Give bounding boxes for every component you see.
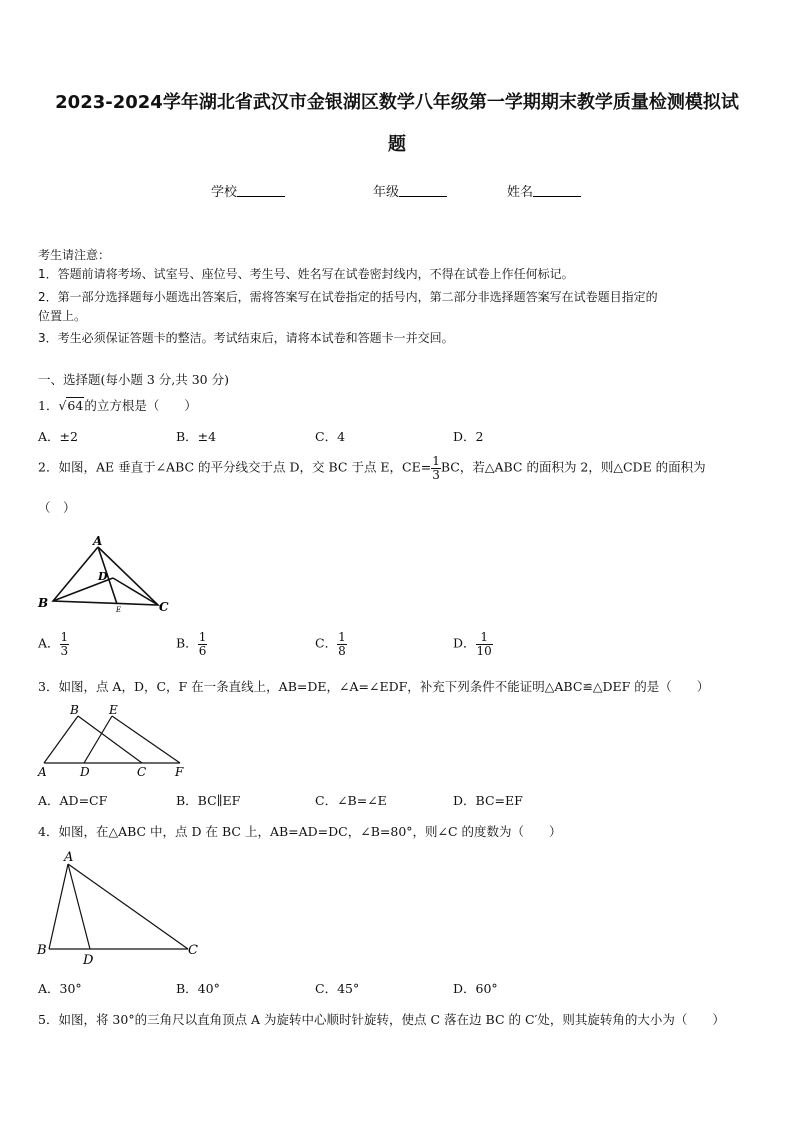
q2-option-c[interactable]: C． $\frac{1}{8}$ [315, 630, 346, 658]
name-blank[interactable] [533, 184, 581, 197]
q2-option-b[interactable]: B． $\frac{1}{6}$ [176, 630, 207, 658]
radicand: 64 [67, 398, 84, 413]
question-1: 1．√64的立方根是（ ） [38, 398, 197, 413]
q1-option-c[interactable]: C．4 [315, 429, 346, 444]
q3-label-f: F [175, 765, 184, 779]
sqrt-symbol: √ [58, 398, 67, 413]
q4-option-d[interactable]: D．60° [453, 981, 498, 996]
question-5: 5．如图，将 30°的三角尺以直角顶点 A 为旋转中心顺时针旋转，使点 C 落在边 BC 的 C′处，则其旋转角的大小为（ ） [38, 1012, 725, 1027]
q4-option-b[interactable]: B．40° [176, 981, 220, 996]
page-title-continued: 题 [388, 134, 406, 155]
q3-label-e: E [109, 703, 118, 717]
fraction: $\frac{1}{3}$ [432, 454, 440, 482]
school-blank[interactable] [237, 184, 285, 197]
q2-figure [32, 534, 177, 616]
section-heading: 一、选择题(每小题 3 分,共 30 分) [38, 372, 229, 387]
grade-blank[interactable] [399, 184, 447, 197]
q2-label-a: A [93, 534, 103, 548]
q2-label-c: C [159, 600, 169, 614]
notice-item-1: 1．答题前请将考场、试室号、座位号、考生号、姓名写在试卷密封线内，不得在试卷上作任何标记。 [38, 267, 574, 281]
q3-option-d[interactable]: D．BC=EF [453, 793, 523, 808]
q2-option-a[interactable]: A． $\frac{1}{3}$ [38, 630, 69, 658]
name-label: 姓名 [507, 185, 534, 200]
question-4: 4．如图，在△ABC 中，点 D 在 BC 上，AB=AD=DC，∠B=80°，则∠C 的度数为（ ） [38, 824, 562, 839]
q2-label-d: D [98, 570, 108, 583]
grade-field [373, 181, 447, 200]
q1-option-d[interactable]: D．2 [453, 429, 484, 444]
q1-option-b[interactable]: B．±4 [176, 429, 217, 444]
q2-option-d[interactable]: D． $\frac{1}{10}$ [453, 630, 492, 658]
q4-label-a: A [64, 850, 74, 865]
q3-option-c[interactable]: C．∠B=∠E [315, 793, 387, 808]
question-2-blank: （ ） [38, 500, 76, 515]
q4-figure [32, 846, 207, 968]
name-field [507, 181, 581, 200]
q4-label-b: B [37, 943, 47, 958]
q4-option-a[interactable]: A．30° [38, 981, 82, 996]
notice-item-2-cont: 位置上。 [38, 309, 87, 323]
question-2: 2．如图，AE 垂直于∠ABC 的平分线交于点 D，交 BC 于点 E，CE= $\frac{1}{3}$ BC，若△ABC 的面积为 2，则△CDE 的面积为 [38, 454, 706, 482]
q3-label-b: B [70, 703, 79, 717]
page-title: 2023-2024学年湖北省武汉市金银湖区数学八年级第一学期期末教学质量检测模拟试 [55, 92, 739, 113]
q4-label-d: D [83, 953, 94, 968]
q3-label-c: C [137, 765, 147, 779]
school-field [211, 181, 285, 200]
grade-label: 年级 [373, 185, 400, 200]
q4-option-c[interactable]: C．45° [315, 981, 360, 996]
q2-label-b: B [38, 596, 49, 610]
question-3: 3．如图，点 A，D，C，F 在一条直线上，AB=DE，∠A=∠EDF，补充下列条件不能证明△ABC≌△DEF 的是（ ） [38, 679, 710, 694]
q3-label-d: D [80, 765, 90, 779]
notice-item-2: 2．第一部分选择题每小题选出答案后，需将答案写在试卷指定的括号内，第二部分非选择题答案写在试卷题目指定的 [38, 290, 658, 304]
notice-item-3: 3．考生必须保证答题卡的整洁。考试结束后，请将本试卷和答题卡一并交回。 [38, 331, 454, 345]
school-label: 学校 [211, 185, 238, 200]
q2-label-e: E [116, 606, 122, 614]
q1-option-a[interactable]: A．±2 [38, 429, 78, 444]
notice-heading: 考生请注意： [38, 248, 111, 262]
q3-label-a: A [38, 765, 47, 779]
q3-option-b[interactable]: B．BC∥EF [176, 793, 241, 808]
q3-option-a[interactable]: A．AD=CF [38, 793, 108, 808]
q4-label-c: C [188, 943, 198, 958]
q3-figure [32, 700, 192, 780]
